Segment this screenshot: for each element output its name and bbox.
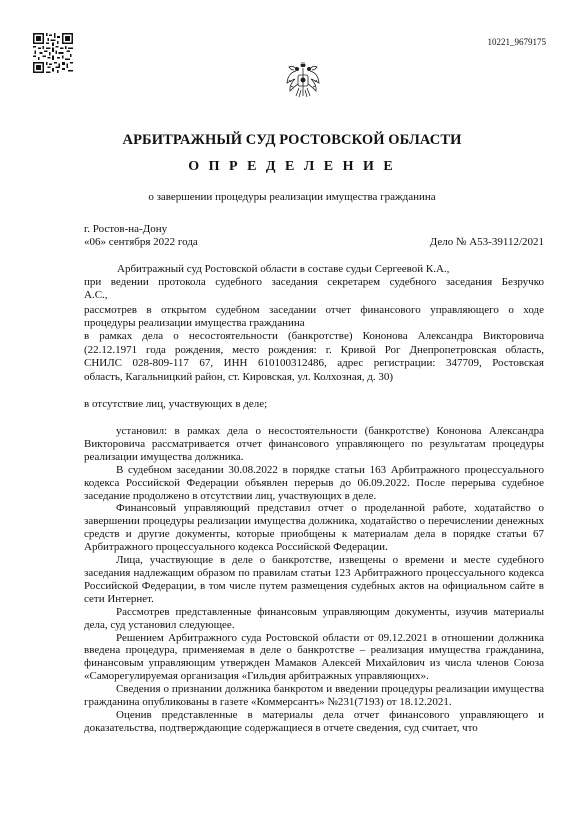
body-paragraph-4: Лица, участвующие в деле о банкротстве, извещены о времени и месте судебного заседания надлежащим образом по правилам статьи 123 Арбитражного процессуального кодекса Российской Федерации, в том числе путем размещения судебных актов на официальном сайте в сети Интернет. [84,554,544,605]
body-paragraph-3: Финансовый управляющий представил отчет о проделанной работе, ходатайство о завершении процедуры реализации имущества должника, ходатайство о перечислении денежных средств и другие документы, которые приобщены к материалам дела в порядке статьи 67 Арбитражного процессуального кодекса Российской Федерации. [84,502,544,554]
date-of-issue: «06» сентября 2022 года [84,236,198,248]
intro-line-3: А.С., [84,289,108,301]
body-paragraph-6: Решением Арбитражного суда Ростовской области от 09.12.2021 в отношении должника введена процедура, применяемая в деле о банкротстве – реализация имущества гражданина, финансовым управляющим утвержден Мамаков Алексей Михайлович из числа членов Союза «Саморегулируемая организация «Гильдия арбитражных управляющих». [84,631,544,683]
intro-line-8: СНИЛС 028-809-117 67, ИНН 610100312486, адрес регистрации: 347709, Ростовская [84,357,544,369]
absence-note: в отсутствие лиц, участвующих в деле; [84,398,268,410]
ruling-body [84,425,544,735]
body-paragraph-7: Сведения о признании должника банкротом и введении процедуры реализации имущества гражданина опубликованы в газете «Коммерсантъ» №231(7193) от 18.12.2021. [84,683,544,709]
court-name: АРБИТРАЖНЫЙ СУД РОСТОВСКОЙ ОБЛАСТИ [122,132,462,148]
body-paragraph-5: Рассмотрев представленные финансовым управляющим документы, изучив материалы дела, суд установил следующее. [84,605,544,631]
intro-line-1: Арбитражный суд Ростовской области в составе судьи Сергеевой К.А., [117,263,450,275]
intro-line-9: область, Кагальницкий район, ст. Кировская, ул. Колхозная, д. 30) [84,371,394,383]
double-headed-eagle-emblem-icon [286,62,320,100]
qr-code-icon [33,33,73,73]
document-type-heading: О П Р Е Д Е Л Е Н И Е [188,159,396,174]
ruling-subject: о завершении процедуры реализации имущества гражданина [148,191,436,203]
intro-line-6: в рамках дела о несостоятельности (банкротстве) Кононова Александра Викторовича [84,330,544,342]
intro-line-5: процедуры реализации имущества гражданина [84,317,305,329]
body-paragraph-2: В судебном заседании 30.08.2022 в порядке статьи 163 Арбитражного процессуального кодекса Российской Федерации объявлен перерыв до 06.09.2022. После перерыва судебное заседание продолжено в отсутствии лиц, участвующих в деле. [84,463,544,502]
document-number: 10221_9679175 [487,37,546,47]
intro-line-7: (22.12.1971 года рождения, место рождения: г. Кривой Рог Днепропетровская область, [84,344,544,356]
intro-line-4: рассмотрев в открытом судебном заседании отчет финансового управляющего о ходе [84,304,544,316]
body-paragraph-1: установил: в рамках дела о несостоятельности (банкротстве) Кононова Александра Викторовича рассматривается отчет финансового управляющего по результатам процедуры реализации имущества должника. [84,425,544,463]
intro-line-2: при ведении протокола судебного заседания секретарем судебного заседания Безручко [84,276,544,288]
place-of-issue: г. Ростов-на-Дону [84,223,168,235]
case-number: Дело № А53-39112/2021 [429,236,544,248]
body-paragraph-8: Оценив представленные в материалы дела отчет финансового управляющего и доказательства, подтверждающие содержащиеся в отчете сведения, суд считает, что [84,708,544,734]
